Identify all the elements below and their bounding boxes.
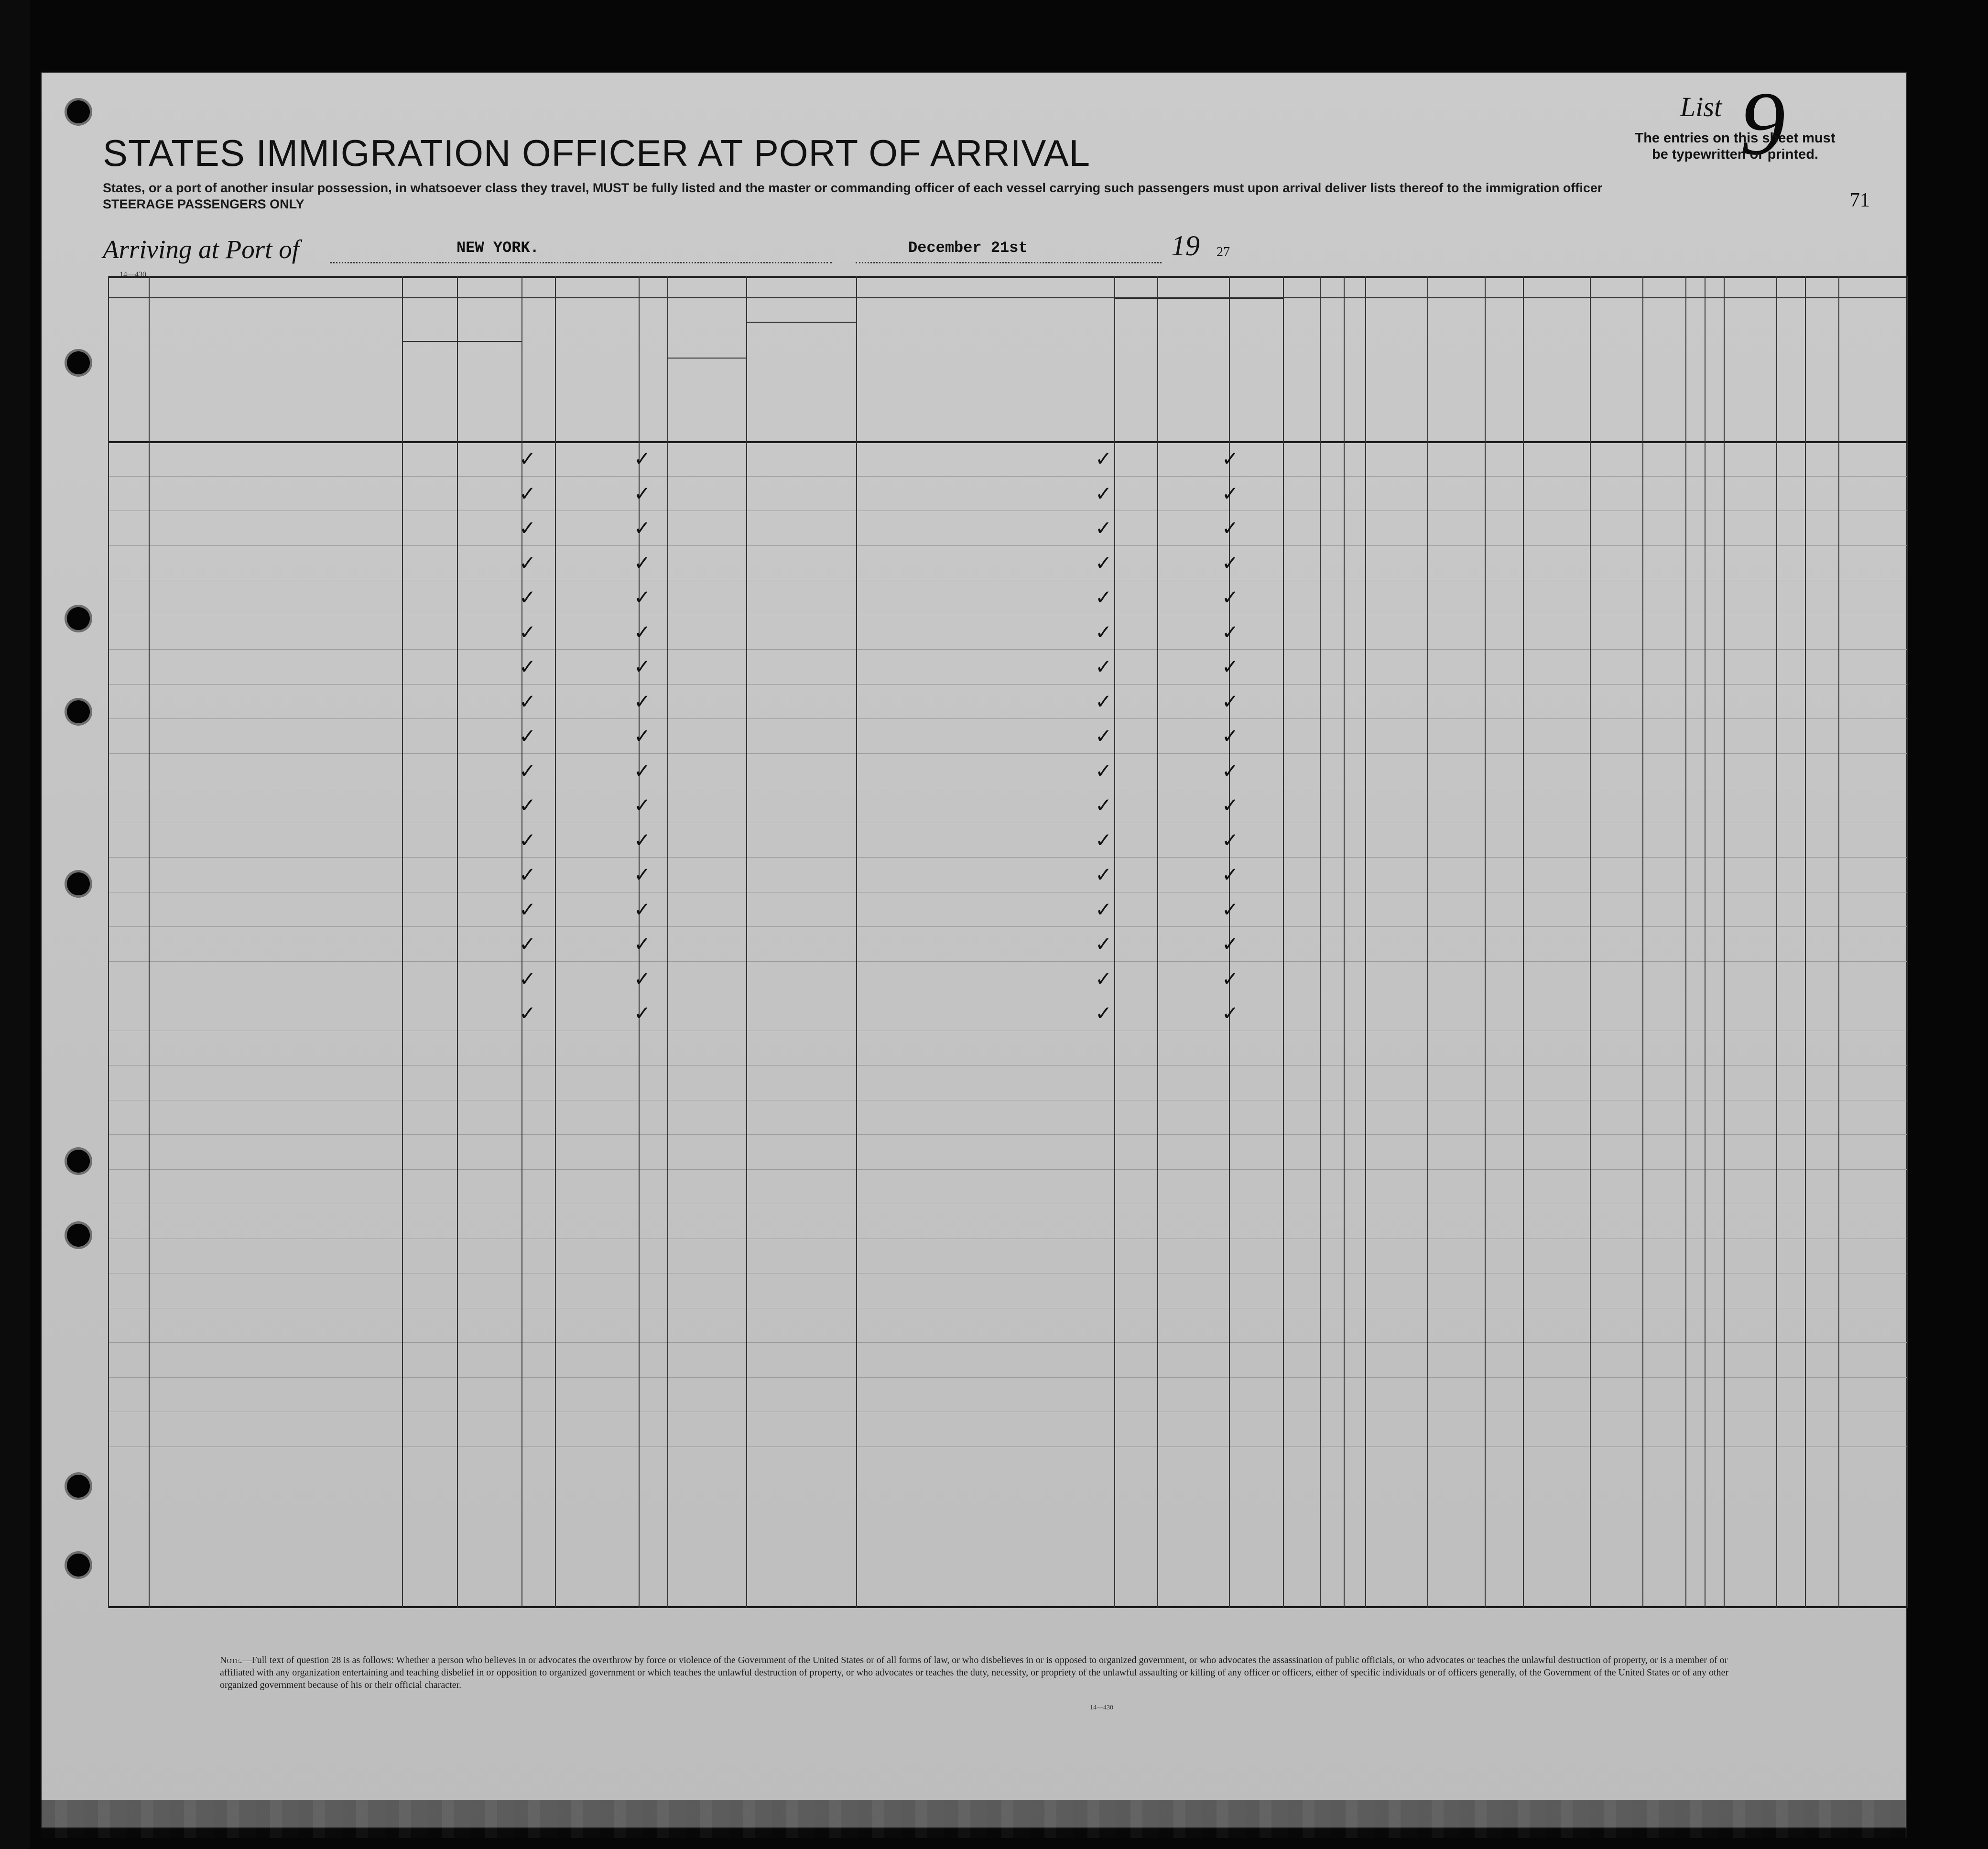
column-rule	[1805, 276, 1806, 1608]
check-mark: ✓	[1095, 620, 1112, 644]
check-mark: ✓	[1095, 1001, 1112, 1025]
column-rule	[1705, 276, 1706, 1608]
check-mark: ✓	[519, 689, 536, 713]
final-dest-subrule	[402, 341, 521, 342]
column-rule	[108, 276, 109, 1608]
punch-hole	[67, 351, 90, 374]
punch-hole	[67, 100, 90, 123]
punch-hole	[67, 1150, 90, 1173]
column-rule	[1907, 276, 1908, 1608]
column-rule	[1590, 276, 1591, 1608]
check-mark: ✓	[634, 1001, 651, 1025]
column-rule	[1283, 276, 1284, 1608]
check-mark: ✓	[1095, 551, 1112, 575]
check-mark: ✓	[1222, 897, 1239, 921]
year-prefix: 19	[1171, 230, 1200, 261]
check-mark: ✓	[634, 516, 651, 540]
check-mark: ✓	[1222, 967, 1239, 990]
steerage-line: STEERAGE PASSENGERS ONLY	[103, 197, 304, 211]
column-rule	[1776, 276, 1777, 1608]
check-mark: ✓	[634, 620, 651, 644]
check-mark: ✓	[634, 967, 651, 990]
check-mark: ✓	[1095, 586, 1112, 609]
column-rule	[1838, 276, 1839, 1608]
check-mark: ✓	[1095, 516, 1112, 540]
binding-edge	[0, 0, 30, 1849]
check-mark: ✓	[519, 655, 536, 678]
column-rule	[1365, 276, 1366, 1608]
column-rule	[1344, 276, 1345, 1608]
column-rule	[667, 276, 668, 1608]
row-rule	[108, 1134, 1907, 1135]
table-top-rule	[108, 276, 1907, 278]
check-mark: ✓	[1095, 724, 1112, 748]
ever-before-subrule	[746, 322, 856, 323]
check-mark: ✓	[1095, 689, 1112, 713]
check-mark: ✓	[519, 828, 536, 852]
check-mark: ✓	[1222, 724, 1239, 748]
column-rule	[856, 276, 857, 1608]
row-rule	[108, 926, 1907, 927]
check-mark: ✓	[1095, 863, 1112, 886]
check-mark: ✓	[634, 551, 651, 575]
torn-bottom-edge	[41, 1800, 1907, 1838]
footnote-text: Full text of question 28 is as follows: Whether a person who believes in or advocates the overthrow by force or violence of the Government of the United States or of all forms of law, or who disbelieves in or is opposed to organized government, or who advocates the assassination of public officials, or who advocates or teaches the unlawful destruction of property, or is a member of or affiliated with any organization entertaining and teaching disbelief in or opposition to organized government or which teaches the unlawful destruction of property, or who advocates or teaches the duty, necessity, or propriety of the unlawful assaulting or killing of any officer or officers, either of specific individuals or of officers generally, of the Government of the United States or of any other organized government because of his or their official character.	[220, 1655, 1729, 1690]
check-mark: ✓	[1222, 828, 1239, 852]
check-mark: ✓	[634, 481, 651, 505]
check-mark: ✓	[519, 586, 536, 609]
column-rule	[1523, 276, 1524, 1608]
check-mark: ✓	[519, 516, 536, 540]
punch-hole	[67, 1475, 90, 1498]
check-mark: ✓	[634, 932, 651, 956]
purpose-subrule	[1114, 298, 1283, 299]
footnote	[220, 1654, 1759, 1691]
check-mark: ✓	[1095, 447, 1112, 470]
check-mark: ✓	[634, 759, 651, 783]
punch-hole	[67, 700, 90, 723]
check-mark: ✓	[634, 447, 651, 470]
check-mark: ✓	[634, 794, 651, 817]
check-mark: ✓	[1222, 516, 1239, 540]
row-rule	[108, 718, 1907, 719]
row-rule	[108, 1377, 1907, 1378]
footnote-lead: Note.—	[220, 1655, 252, 1665]
list-label: List	[1680, 91, 1722, 122]
check-mark: ✓	[1222, 863, 1239, 886]
check-mark: ✓	[1095, 828, 1112, 852]
check-mark: ✓	[1095, 932, 1112, 956]
port-value: NEW YORK.	[456, 239, 539, 257]
column-rule	[746, 276, 747, 1608]
check-mark: ✓	[519, 897, 536, 921]
row-rule	[108, 649, 1907, 650]
header-bottom-rule	[108, 441, 1907, 443]
column-rule	[457, 276, 458, 1608]
column-rule	[1685, 276, 1686, 1608]
check-mark: ✓	[1095, 794, 1112, 817]
punch-hole	[67, 1224, 90, 1247]
column-rule	[1320, 276, 1321, 1608]
column-rule	[1724, 276, 1725, 1608]
entries-note: The entries on this sheet must be typewritten or printed.	[1635, 131, 1836, 162]
punch-hole	[67, 872, 90, 895]
year-value: 27	[1217, 245, 1230, 260]
check-mark: ✓	[519, 932, 536, 956]
column-rule	[555, 276, 556, 1608]
check-mark: ✓	[519, 1001, 536, 1025]
row-rule	[108, 476, 1907, 477]
check-mark: ✓	[1222, 481, 1239, 505]
row-rule	[108, 1342, 1907, 1343]
punch-hole	[67, 1554, 90, 1577]
instructions-line: States, or a port of another insular possession, in whatsoever class they travel, MUST be fully listed and the master or commanding officer of each vessel carrying such passengers must upon arrival deliver lists thereof to the immigration officer	[103, 181, 1603, 195]
check-mark: ✓	[1222, 759, 1239, 783]
check-mark: ✓	[1222, 620, 1239, 644]
check-mark: ✓	[519, 724, 536, 748]
row-rule	[108, 753, 1907, 754]
row-rule	[108, 545, 1907, 546]
check-mark: ✓	[1222, 551, 1239, 575]
arriving-label: Arriving at Port of	[103, 235, 299, 264]
column-rule	[149, 276, 150, 1608]
table-bottom-rule	[108, 1606, 1907, 1608]
check-mark: ✓	[634, 863, 651, 886]
check-mark: ✓	[519, 967, 536, 990]
check-mark: ✓	[1095, 967, 1112, 990]
port-dotline	[330, 262, 832, 263]
manifest-table	[108, 276, 1907, 1608]
date-value: December 21st	[908, 239, 1028, 257]
colnum-rule	[108, 297, 1907, 298]
page-title: STATES IMMIGRATION OFFICER AT PORT OF ARRIVAL	[103, 132, 1091, 174]
check-mark: ✓	[519, 863, 536, 886]
check-mark: ✓	[519, 794, 536, 817]
check-mark: ✓	[634, 655, 651, 678]
check-mark: ✓	[519, 481, 536, 505]
column-rule	[1427, 276, 1428, 1608]
check-mark: ✓	[1095, 897, 1112, 921]
column-rule	[1485, 276, 1486, 1608]
check-mark: ✓	[634, 828, 651, 852]
column-rule	[1642, 276, 1643, 1608]
check-mark: ✓	[519, 551, 536, 575]
footnote-code: 14—430	[1090, 1704, 1113, 1711]
check-mark: ✓	[634, 586, 651, 609]
column-rule	[1114, 276, 1115, 1608]
check-mark: ✓	[1095, 481, 1112, 505]
check-mark: ✓	[1222, 689, 1239, 713]
check-mark: ✓	[634, 897, 651, 921]
row-rule	[108, 684, 1907, 685]
check-mark: ✓	[519, 620, 536, 644]
list-number: 9	[1740, 74, 1785, 174]
check-mark: ✓	[519, 447, 536, 470]
form-code: 14—430	[119, 271, 146, 279]
check-mark: ✓	[1222, 932, 1239, 956]
page-number: 71	[1850, 189, 1870, 211]
row-rule	[108, 1065, 1907, 1066]
date-dotline	[856, 262, 1162, 263]
row-rule	[108, 961, 1907, 962]
check-mark: ✓	[634, 724, 651, 748]
row-rule	[108, 857, 1907, 858]
check-mark: ✓	[1222, 1001, 1239, 1025]
row-rule	[108, 1169, 1907, 1170]
check-mark: ✓	[1222, 447, 1239, 470]
check-mark: ✓	[519, 759, 536, 783]
check-mark: ✓	[1222, 586, 1239, 609]
check-mark: ✓	[1222, 794, 1239, 817]
column-rule	[1157, 276, 1158, 1608]
check-mark: ✓	[1222, 655, 1239, 678]
ifyes-subrule	[667, 358, 746, 359]
punch-hole	[67, 607, 90, 630]
column-rule	[402, 276, 403, 1608]
check-mark: ✓	[1095, 655, 1112, 678]
check-mark: ✓	[1095, 759, 1112, 783]
check-mark: ✓	[634, 689, 651, 713]
